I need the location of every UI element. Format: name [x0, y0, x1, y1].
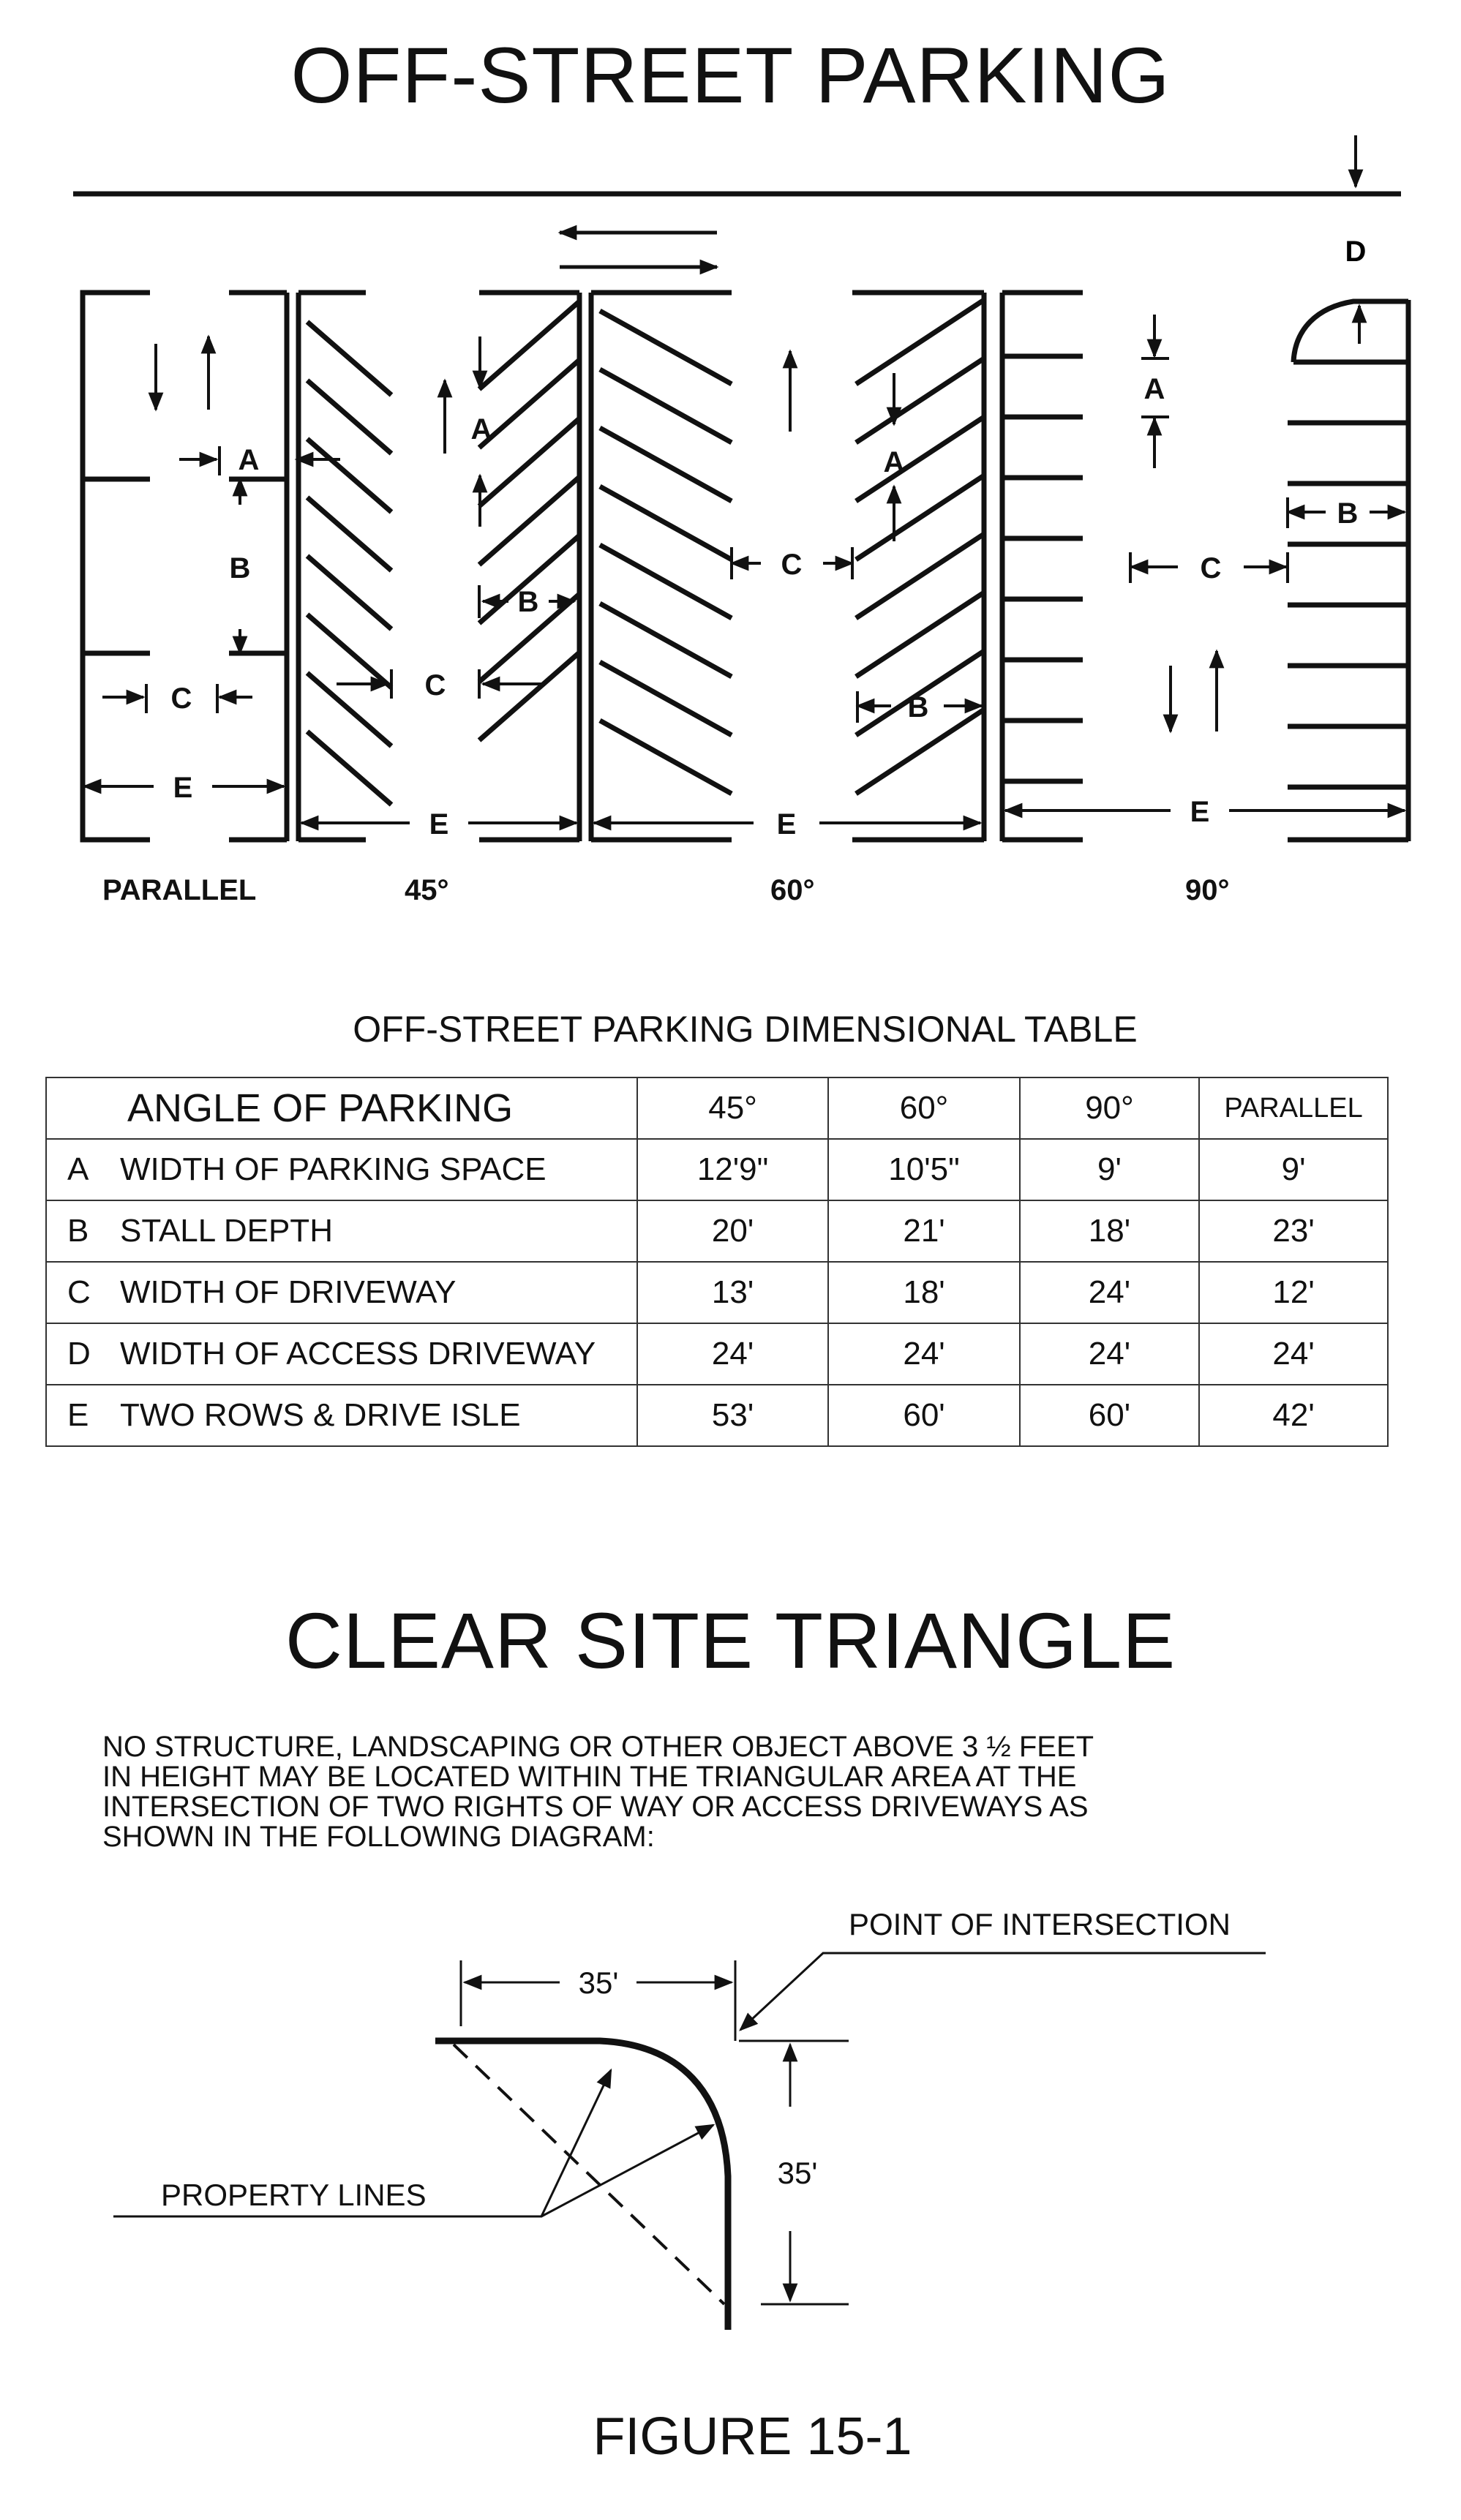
- label-e-90: E: [1190, 796, 1210, 828]
- parking-diagram: [0, 0, 1461, 966]
- label-c-90: C: [1200, 552, 1222, 584]
- label-c-60: C: [781, 549, 803, 581]
- dimensional-table: [45, 1077, 1389, 1447]
- label-b-90: B: [1337, 497, 1359, 530]
- clear-site-description: [102, 1732, 1346, 1852]
- point-of-intersection-label: POINT OF INTERSECTION: [849, 1907, 1231, 1941]
- description-line: INTERSECTION OF TWO RIGHTS OF WAY OR ACCESS DRIVEWAYS AS: [102, 1791, 1089, 1823]
- description-line: SHOWN IN THE FOLLOWING DIAGRAM:: [102, 1821, 655, 1853]
- table-cell: 24': [637, 1323, 828, 1385]
- row-text: WIDTH OF DRIVEWAY: [120, 1274, 457, 1310]
- table-row: [46, 1262, 1388, 1323]
- label-c-parallel: C: [170, 682, 192, 715]
- header-60: 60°: [828, 1077, 1019, 1139]
- header-angle-of-parking: ANGLE OF PARKING: [46, 1077, 637, 1139]
- row-text: STALL DEPTH: [120, 1213, 333, 1249]
- header-parallel: PARALLEL: [1199, 1077, 1388, 1139]
- label-d: D: [1345, 236, 1367, 268]
- label-e-45: E: [429, 808, 449, 840]
- figure-label: FIGURE 15-1: [593, 2407, 912, 2466]
- table-row: [46, 1139, 1388, 1200]
- vertical-dimension-label: 35': [777, 2156, 818, 2190]
- angle-label-90: 90°: [1185, 874, 1230, 906]
- property-line-curve: [435, 2041, 728, 2330]
- table-cell: 18': [828, 1262, 1019, 1323]
- table-row: [46, 1385, 1388, 1446]
- table-cell: 10'5": [828, 1139, 1019, 1200]
- description-line: NO STRUCTURE, LANDSCAPING OR OTHER OBJECT ABOVE 3 ½ FEET: [102, 1731, 1094, 1763]
- table-cell: 12'9": [637, 1139, 828, 1200]
- label-b-45: B: [517, 586, 539, 618]
- table-cell: 24': [1199, 1323, 1388, 1385]
- page-title: OFF-STREET PARKING: [290, 31, 1171, 119]
- row-letter: B: [67, 1213, 89, 1249]
- label-e-parallel: E: [173, 772, 193, 804]
- clear-site-title: CLEAR SITE TRIANGLE: [285, 1596, 1176, 1685]
- table-cell: 24': [1020, 1323, 1199, 1385]
- row-label: [46, 1385, 637, 1446]
- table-title: OFF-STREET PARKING DIMENSIONAL TABLE: [353, 1009, 1138, 1050]
- angle-label-45: 45°: [405, 874, 449, 906]
- header-45: 45°: [637, 1077, 828, 1139]
- sight-triangle-dashed-line: [454, 2045, 724, 2304]
- row-text: TWO ROWS & DRIVE ISLE: [120, 1397, 521, 1433]
- row-letter: E: [67, 1397, 89, 1433]
- table-cell: 12': [1199, 1262, 1388, 1323]
- table-cell: 24': [828, 1323, 1019, 1385]
- row-text: WIDTH OF ACCESS DRIVEWAY: [120, 1336, 596, 1372]
- row-label: [46, 1139, 637, 1200]
- row-label: [46, 1323, 637, 1385]
- table-cell: 20': [637, 1200, 828, 1262]
- table-cell: 60': [828, 1385, 1019, 1446]
- angle-label-60: 60°: [770, 874, 815, 906]
- label-a-parallel: A: [238, 444, 260, 476]
- label-e-60: E: [776, 808, 797, 840]
- table-cell: 9': [1020, 1139, 1199, 1200]
- row-letter: A: [67, 1151, 89, 1187]
- table-row: [46, 1323, 1388, 1385]
- table-cell: 9': [1199, 1139, 1388, 1200]
- table-cell: 42': [1199, 1385, 1388, 1446]
- angle-label-parallel: PARALLEL: [102, 874, 257, 906]
- header-90: 90°: [1020, 1077, 1199, 1139]
- table-row: [46, 1200, 1388, 1262]
- table-cell: 53': [637, 1385, 828, 1446]
- table-cell: 24': [1020, 1262, 1199, 1323]
- horizontal-dimension-label: 35': [578, 1966, 619, 2000]
- table-header-row: [46, 1077, 1388, 1139]
- row-label: [46, 1200, 637, 1262]
- row-label: [46, 1262, 637, 1323]
- table-cell: 18': [1020, 1200, 1199, 1262]
- table-cell: 60': [1020, 1385, 1199, 1446]
- property-lines-label: PROPERTY LINES: [161, 2178, 427, 2212]
- label-a-45: A: [470, 413, 492, 445]
- table-cell: 21': [828, 1200, 1019, 1262]
- table-cell: 13': [637, 1262, 828, 1323]
- label-a-60: A: [883, 446, 905, 478]
- description-line: IN HEIGHT MAY BE LOCATED WITHIN THE TRIANGULAR AREA AT THE: [102, 1761, 1077, 1793]
- label-b-parallel: B: [229, 552, 251, 584]
- row-letter: C: [67, 1274, 91, 1310]
- label-b-60: B: [907, 691, 929, 723]
- table-cell: 23': [1199, 1200, 1388, 1262]
- label-a-90: A: [1143, 373, 1165, 405]
- row-letter: D: [67, 1336, 91, 1372]
- row-text: WIDTH OF PARKING SPACE: [120, 1151, 547, 1187]
- label-c-45: C: [424, 669, 446, 702]
